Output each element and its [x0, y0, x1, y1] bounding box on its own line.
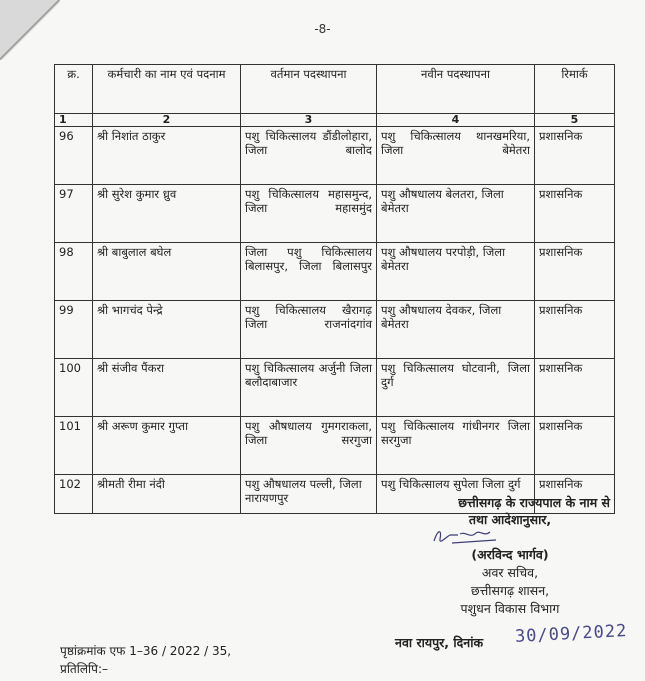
table-row	[55, 243, 615, 301]
current-posting: पशु औषधालय गुमगराकला, जिला सरगुजा	[241, 417, 377, 475]
column-number: 1	[55, 114, 93, 127]
page-number: -8-	[314, 22, 331, 36]
column-number: 3	[241, 114, 377, 127]
new-posting: पशु चिकित्सालय गांधीनगर जिला सरगुजा	[377, 417, 535, 475]
employee-name: श्रीमती रीमा नंदी	[93, 475, 241, 514]
endorsement-number: पृष्ठांक्रमांक एफ 1–36 / 2022 / 35,	[60, 644, 232, 658]
remark: प्रशासनिक	[535, 243, 615, 301]
handwritten-signature	[430, 525, 500, 547]
employee-name: श्री सुरेश कुमार ध्रुव	[93, 185, 241, 243]
new-posting: पशु चिकित्सालय थानखमरिया, जिला बेमेतरा	[377, 127, 535, 185]
table-row	[55, 185, 615, 243]
signatory-name: (अरविन्द भार्गव)	[471, 547, 549, 562]
order-line: तथा आदेशानुसार,	[468, 512, 552, 527]
current-posting: जिला पशु चिकित्सालय बिलासपुर, जिला बिलासपुर	[241, 243, 377, 301]
header-current-posting: वर्तमान पदस्थापना	[241, 65, 377, 114]
current-posting: पशु चिकित्सालय डौंडीलोहारा, जिला बालोद	[241, 127, 377, 185]
serial-number: 99	[55, 301, 93, 359]
header-row	[55, 65, 615, 114]
serial-number: 102	[55, 475, 93, 514]
column-number: 5	[535, 114, 615, 127]
serial-number: 97	[55, 185, 93, 243]
employee-name: श्री बाबुलाल बघेल	[93, 243, 241, 301]
serial-number: 100	[55, 359, 93, 417]
new-posting: पशु औषधालय बेलतरा, जिला बेमेतरा	[377, 185, 535, 243]
signatory-government: छत्तीसगढ़ शासन,	[470, 583, 550, 598]
table-row	[55, 417, 615, 475]
transfer-table	[54, 64, 615, 514]
signatory-department: पशुधन विकास विभाग	[460, 601, 560, 616]
column-number: 2	[93, 114, 241, 127]
remark: प्रशासनिक	[535, 127, 615, 185]
remark: प्रशासनिक	[535, 359, 615, 417]
table-row	[55, 359, 615, 417]
header-employee-name: कर्मचारी का नाम एवं पदनाम	[93, 65, 241, 114]
remark: प्रशासनिक	[535, 185, 615, 243]
employee-name: श्री अरूण कुमार गुप्ता	[93, 417, 241, 475]
authority-line: छत्तीसगढ़ के राज्यपाल के नाम से	[458, 495, 610, 510]
column-number-row	[55, 114, 615, 127]
new-posting: पशु चिकित्सालय सुपेला जिला दुर्ग	[377, 475, 535, 514]
header-new-posting: नवीन पदस्थापना	[377, 65, 535, 114]
remark: प्रशासनिक	[535, 301, 615, 359]
current-posting: पशु चिकित्सालय अर्जुनी जिला बलौदाबाजार	[241, 359, 377, 417]
remark: प्रशासनिक	[535, 417, 615, 475]
remark: प्रशासनिक	[535, 475, 615, 514]
copy-to-label: प्रतिलिपि:–	[60, 662, 108, 676]
serial-number: 101	[55, 417, 93, 475]
current-posting: पशु चिकित्सालय महासमुन्द, जिला महासमुंद	[241, 185, 377, 243]
current-posting: पशु औषधालय पल्ली, जिला नारायणपुर	[241, 475, 377, 514]
place-date-label: नवा रायपुर, दिनांक	[395, 635, 484, 650]
employee-name: श्री संजीव पैंकरा	[93, 359, 241, 417]
table-row	[55, 301, 615, 359]
new-posting: पशु औषधालय देवकर, जिला बेमेतरा	[377, 301, 535, 359]
serial-number: 98	[55, 243, 93, 301]
employee-name: श्री भागचंद पेन्द्रे	[93, 301, 241, 359]
serial-number: 96	[55, 127, 93, 185]
employee-name: श्री निशांत ठाकुर	[93, 127, 241, 185]
new-posting: पशु चिकित्सालय घोटवानी, जिला दुर्ग	[377, 359, 535, 417]
table-row	[55, 127, 615, 185]
new-posting: पशु औषधालय परपोड़ी, जिला बेमेतरा	[377, 243, 535, 301]
column-number: 4	[377, 114, 535, 127]
signatory-designation: अवर सचिव,	[481, 565, 539, 580]
handwritten-date: 30/09/2022	[514, 621, 628, 647]
header-remark: रिमार्क	[535, 65, 615, 114]
current-posting: पशु चिकित्सालय खैरागढ़ जिला राजनांदगांव	[241, 301, 377, 359]
header-serial: क्र.	[55, 65, 93, 114]
